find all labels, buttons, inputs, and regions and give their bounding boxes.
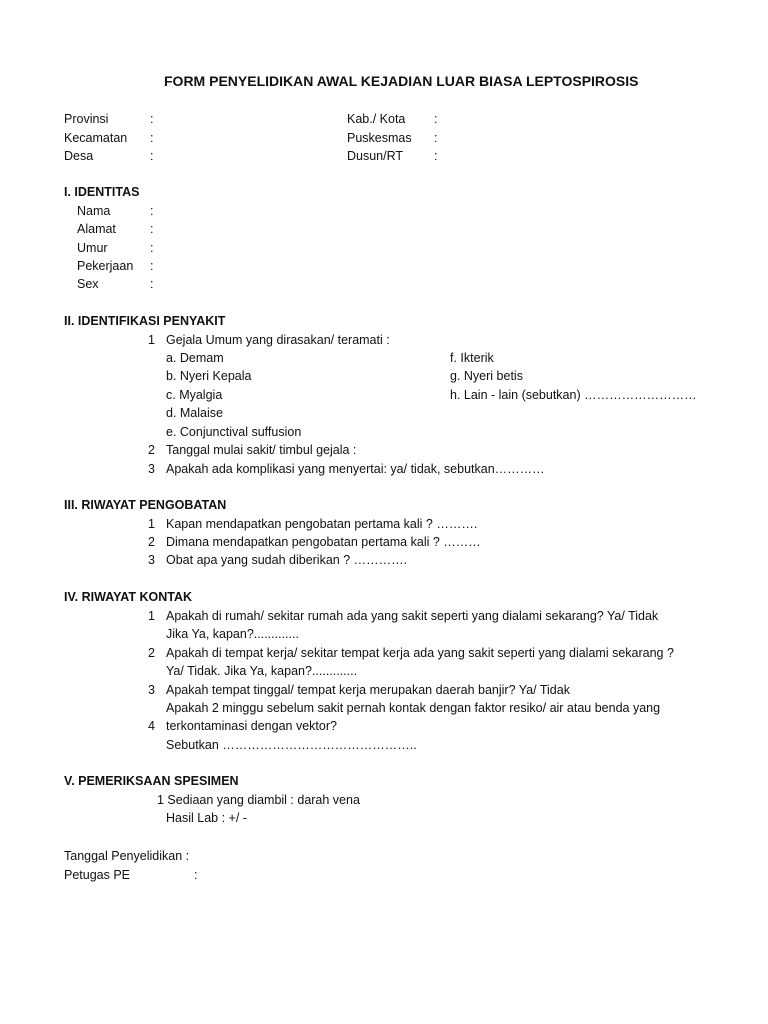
field-label-provinsi: Provinsi xyxy=(64,112,109,126)
section-heading-pengobatan: III. RIWAYAT PENGOBATAN xyxy=(64,498,227,512)
question-hasil-lab: Hasil Lab : +/ - xyxy=(166,811,247,825)
item-number: 3 xyxy=(148,683,155,697)
question-sebutkan: Sebutkan ……………………………………….. xyxy=(166,738,417,752)
symptom-nyeri-kepala: b. Nyeri Kepala xyxy=(166,369,252,383)
symptom-nyeri-betis: g. Nyeri betis xyxy=(450,369,523,383)
colon: : xyxy=(150,277,154,291)
symptom-lain-lain: h. Lain - lain (sebutkan) ……………………… xyxy=(450,388,697,402)
symptom-malaise: d. Malaise xyxy=(166,406,223,420)
field-label-dusun-rt: Dusun/RT xyxy=(347,149,404,163)
question-faktor-resiko: Apakah 2 minggu sebelum sakit pernah kontak dengan faktor resiko/ air atau benda yang xyxy=(166,701,661,715)
question-faktor-resiko-cont: terkontaminasi dengan vektor? xyxy=(166,719,337,733)
question-komplikasi: Apakah ada komplikasi yang menyertai: ya/ tidak, sebutkan………… xyxy=(166,462,545,476)
item-number: 2 xyxy=(148,646,155,660)
question-kontak-kerja: Apakah di tempat kerja/ sekitar tempat kerja ada yang sakit seperti yang dialami sekarang ? xyxy=(166,646,674,660)
question-sediaan: 1 Sediaan yang diambil : darah vena xyxy=(157,793,360,807)
question-gejala-umum: Gejala Umum yang dirasakan/ teramati : xyxy=(166,333,390,347)
section-heading-penyakit: II. IDENTIFIKASI PENYAKIT xyxy=(64,314,226,328)
question-dimana-pengobatan: Dimana mendapatkan pengobatan pertama kali ? ……… xyxy=(166,535,481,549)
item-number: 3 xyxy=(148,553,155,567)
item-number: 3 xyxy=(148,462,155,476)
field-label-tanggal-penyelidikan: Tanggal Penyelidikan : xyxy=(64,849,190,863)
colon: : xyxy=(150,259,154,273)
field-label-petugas-pe: Petugas PE xyxy=(64,868,131,882)
colon: : xyxy=(434,112,438,126)
section-heading-kontak: IV. RIWAYAT KONTAK xyxy=(64,590,193,604)
item-number: 2 xyxy=(148,535,155,549)
colon: : xyxy=(150,131,154,145)
field-label-kab-kota: Kab./ Kota xyxy=(347,112,406,126)
field-label-pekerjaan: Pekerjaan xyxy=(77,259,134,273)
colon: : xyxy=(434,149,438,163)
colon: : xyxy=(434,131,438,145)
field-label-puskesmas: Puskesmas xyxy=(347,131,412,145)
colon: : xyxy=(150,149,154,163)
question-kontak-rumah: Apakah di rumah/ sekitar rumah ada yang sakit seperti yang dialami sekarang? Ya/ Tidak xyxy=(166,609,659,623)
colon: : xyxy=(150,241,154,255)
colon: : xyxy=(194,868,198,882)
question-kapan-pengobatan: Kapan mendapatkan pengobatan pertama kali ? ………. xyxy=(166,517,478,531)
section-heading-spesimen: V. PEMERIKSAAN SPESIMEN xyxy=(64,774,239,788)
field-label-desa: Desa xyxy=(64,149,94,163)
question-kontak-kerja-followup: Ya/ Tidak. Jika Ya, kapan?............. xyxy=(166,664,358,678)
symptom-ikterik: f. Ikterik xyxy=(450,351,494,365)
field-label-umur: Umur xyxy=(77,241,108,255)
item-number: 1 xyxy=(148,333,155,347)
item-number: 4 xyxy=(148,719,155,733)
question-kontak-rumah-followup: Jika Ya, kapan?............. xyxy=(166,627,299,641)
question-tanggal-mulai-sakit: Tanggal mulai sakit/ timbul gejala : xyxy=(166,443,357,457)
symptom-myalgia: c. Myalgia xyxy=(166,388,223,402)
section-heading-identitas: I. IDENTITAS xyxy=(64,185,140,199)
field-label-sex: Sex xyxy=(77,277,99,291)
field-label-kecamatan: Kecamatan xyxy=(64,131,128,145)
symptom-conjunctival-suffusion: e. Conjunctival suffusion xyxy=(166,425,302,439)
field-label-alamat: Alamat xyxy=(77,222,116,236)
field-label-nama: Nama xyxy=(77,204,111,218)
item-number: 1 xyxy=(148,609,155,623)
colon: : xyxy=(150,222,154,236)
colon: : xyxy=(150,112,154,126)
item-number: 2 xyxy=(148,443,155,457)
symptom-demam: a. Demam xyxy=(166,351,224,365)
question-daerah-banjir: Apakah tempat tinggal/ tempat kerja merupakan daerah banjir? Ya/ Tidak xyxy=(166,683,570,697)
form-title: FORM PENYELIDIKAN AWAL KEJADIAN LUAR BIASA LEPTOSPIROSIS xyxy=(164,73,639,89)
colon: : xyxy=(150,204,154,218)
question-obat-diberikan: Obat apa yang sudah diberikan ? …………. xyxy=(166,553,408,567)
item-number: 1 xyxy=(148,517,155,531)
